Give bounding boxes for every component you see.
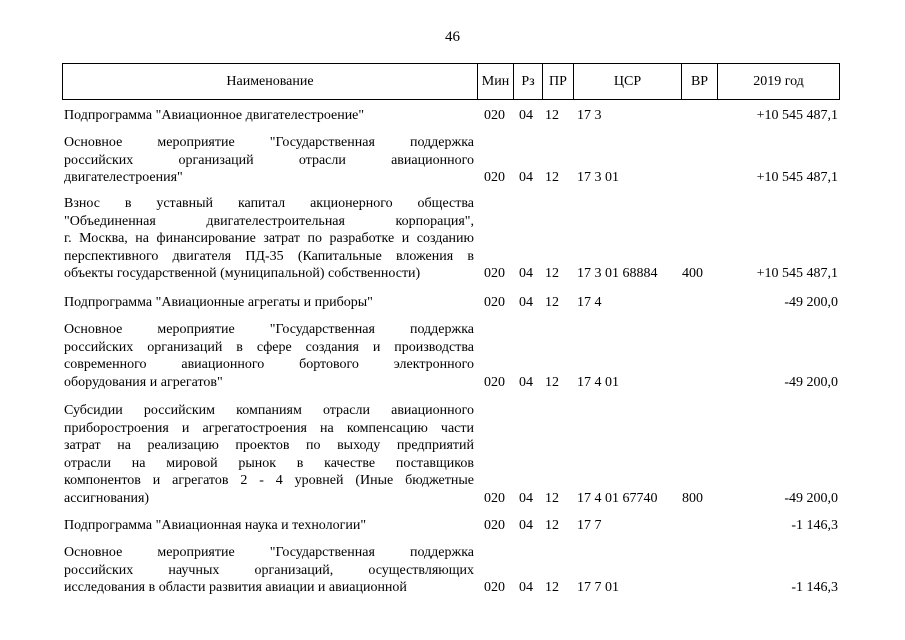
row-amount: +10 545 487,1 bbox=[756, 108, 838, 123]
table-row bbox=[62, 544, 840, 597]
row-name-line: Подпрограмма "Авиационные агрегаты и приборы" bbox=[64, 295, 373, 310]
row-name-line: исследования в области развития авиации и авиационной bbox=[64, 580, 407, 595]
row-amount: -49 200,0 bbox=[784, 490, 838, 506]
row-name-line: оборудования и агрегатов" bbox=[64, 374, 223, 390]
row-name-line: Подпрограмма "Авиационная наука и технологии" bbox=[64, 518, 367, 533]
row-name-line: Основное мероприятие "Государственная поддержка bbox=[64, 322, 474, 337]
row-name-line: Взнос в уставный капитал акционерного общества bbox=[64, 196, 474, 211]
row-min: 020 bbox=[484, 518, 505, 533]
row-pr: 12 bbox=[545, 295, 559, 310]
row-name bbox=[64, 294, 474, 312]
row-name-line: г. Москва, на финансирование затрат по разработке и созданию bbox=[64, 231, 474, 246]
table-row bbox=[62, 321, 840, 391]
row-name-line: затрат на реализацию проектов по выходу предприятий bbox=[64, 438, 474, 453]
row-name-line: современного авиационного бортового электронного bbox=[64, 357, 474, 372]
table-row bbox=[62, 134, 840, 187]
row-name-line: компонентов и агрегатов 2 - 4 уровней (Иные бюджетные bbox=[64, 473, 474, 488]
row-min: 020 bbox=[484, 170, 505, 185]
row-csr: 17 4 bbox=[577, 295, 602, 310]
header-pr: ПР bbox=[543, 64, 574, 99]
row-name-line: Субсидии российским компаниям отрасли авиационного bbox=[64, 403, 474, 418]
row-name-line: отрасли на мировой рынок в качестве поставщиков bbox=[64, 455, 474, 471]
row-pr: 12 bbox=[545, 490, 559, 506]
table-row bbox=[62, 107, 840, 125]
row-name bbox=[64, 517, 474, 535]
row-rz: 04 bbox=[519, 518, 533, 533]
row-pr: 12 bbox=[545, 266, 559, 281]
row-name-line: приборостроения и агрегатостроения на компенсацию части bbox=[64, 420, 474, 436]
row-amount: -49 200,0 bbox=[784, 374, 838, 390]
row-csr: 17 3 bbox=[577, 108, 602, 123]
row-min: 020 bbox=[484, 108, 505, 123]
row-vr: 800 bbox=[682, 490, 703, 506]
row-csr: 17 4 01 67740 bbox=[577, 490, 658, 506]
row-min: 020 bbox=[484, 374, 505, 390]
row-name-line: Подпрограмма "Авиационное двигателестроение" bbox=[64, 108, 365, 123]
row-name-line: Основное мероприятие "Государственная поддержка bbox=[64, 545, 474, 560]
row-name-line: объекты государственной (муниципальной) собственности) bbox=[64, 266, 421, 281]
header-rz: Рз bbox=[514, 64, 543, 99]
row-pr: 12 bbox=[545, 374, 559, 390]
row-name-line: Основное мероприятие "Государственная поддержка bbox=[64, 135, 474, 150]
row-csr: 17 7 01 bbox=[577, 580, 619, 595]
row-name bbox=[64, 402, 474, 507]
header-min: Мин bbox=[478, 64, 514, 99]
table-row bbox=[62, 294, 840, 312]
row-name-line: двигателестроения" bbox=[64, 170, 183, 185]
row-rz: 04 bbox=[519, 266, 533, 281]
header-csr: ЦСР bbox=[574, 64, 682, 99]
table-header bbox=[62, 63, 840, 100]
row-name bbox=[64, 195, 474, 283]
row-name-line: ассигнования) bbox=[64, 490, 150, 506]
row-pr: 12 bbox=[545, 518, 559, 533]
row-name bbox=[64, 544, 474, 597]
row-min: 020 bbox=[484, 580, 505, 595]
row-name-line: российских научных организаций, осуществляющих bbox=[64, 562, 474, 578]
row-rz: 04 bbox=[519, 490, 533, 506]
row-name bbox=[64, 107, 474, 125]
row-min: 020 bbox=[484, 490, 505, 506]
row-rz: 04 bbox=[519, 580, 533, 595]
row-csr: 17 3 01 68884 bbox=[577, 266, 658, 281]
row-name bbox=[64, 134, 474, 187]
row-name bbox=[64, 321, 474, 391]
row-name-line: перспективного двигателя ПД-35 (Капитальные вложения в bbox=[64, 248, 474, 264]
row-pr: 12 bbox=[545, 170, 559, 185]
row-csr: 17 7 bbox=[577, 518, 602, 533]
table-row bbox=[62, 517, 840, 535]
row-pr: 12 bbox=[545, 580, 559, 595]
table-row bbox=[62, 195, 840, 283]
row-name-line: российских организаций в сфере создания и производства bbox=[64, 339, 474, 355]
row-csr: 17 4 01 bbox=[577, 374, 619, 390]
row-name-line: российских организаций отрасли авиационного bbox=[64, 152, 474, 168]
row-rz: 04 bbox=[519, 170, 533, 185]
row-min: 020 bbox=[484, 295, 505, 310]
row-amount: +10 545 487,1 bbox=[756, 266, 838, 281]
row-pr: 12 bbox=[545, 108, 559, 123]
row-rz: 04 bbox=[519, 295, 533, 310]
row-vr: 400 bbox=[682, 266, 703, 281]
row-amount: +10 545 487,1 bbox=[756, 170, 838, 185]
header-vr: ВР bbox=[682, 64, 718, 99]
page-number: 46 bbox=[445, 29, 460, 45]
header-year: 2019 год bbox=[753, 74, 804, 89]
table-row bbox=[62, 402, 840, 507]
row-csr: 17 3 01 bbox=[577, 170, 619, 185]
row-rz: 04 bbox=[519, 374, 533, 390]
row-name-line: "Объединенная двигателестроительная корпорация", bbox=[64, 213, 474, 229]
header-name: Наименование bbox=[63, 64, 478, 99]
row-amount: -1 146,3 bbox=[791, 518, 838, 533]
row-rz: 04 bbox=[519, 108, 533, 123]
row-amount: -1 146,3 bbox=[791, 580, 838, 595]
row-amount: -49 200,0 bbox=[784, 295, 838, 310]
row-min: 020 bbox=[484, 266, 505, 281]
